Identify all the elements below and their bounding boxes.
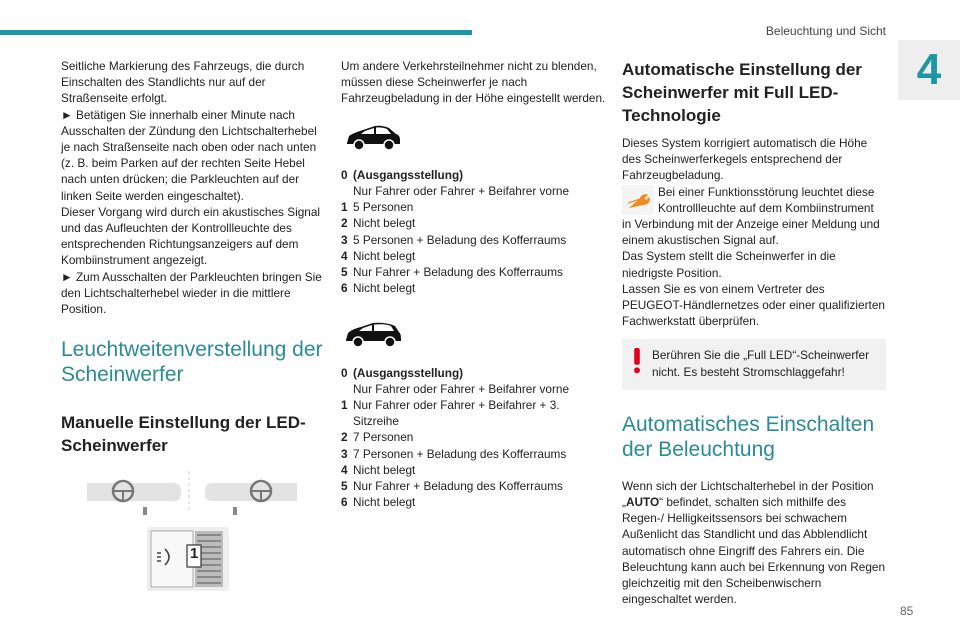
wrench-warning-icon — [622, 185, 654, 215]
paragraph: Dieser Vorgang wird durch ein akustisches Signal und das Aufleuchten der Kontrollleuchte des entsprechenden Richtungsanzeigers auf dem Kombiinstrument angezeigt. — [61, 204, 321, 268]
load-position-list — [341, 365, 606, 511]
exclamation-icon — [632, 348, 642, 374]
paragraph: Seitliche Markierung des Fahrzeugs, die durch Einschalten des Standlichts nur auf der Straßenseite erfolgt. — [61, 59, 305, 106]
section-title: Beleuchtung und Sicht — [765, 24, 886, 38]
paragraph: ► Zum Ausschalten der Parkleuchten bringen Sie den Lichtschalterhebel wieder in die mittlere Position. — [61, 269, 322, 317]
page-number: 85 — [900, 604, 914, 618]
list-item: 1 Nur Fahrer oder Fahrer + Beifahrer + 3. Sitzreihe — [341, 398, 560, 429]
paragraph: Das System stellt die Scheinwerfer in die niedrigste Position. — [622, 249, 836, 280]
paragraph: Wenn sich der Lichtschalterhebel in der Position „AUTO“ befindet, schalten sich mithilfe des Regen-/ Helligkeitssensors bei schwachem Außenlicht das Standlicht und das Abblendlicht automatisch ohne Eingriff des Fahrers ein. Die Beleuchtung kann auch bei Erkennung von Regen gleichzeitig mit den Scheibenwischern eingeschaltet werden. — [622, 478, 886, 607]
chapter-tab: 4 — [898, 40, 960, 100]
list-item: Nur Fahrer oder Fahrer + Beifahrer vorne — [353, 184, 570, 199]
column-2 — [341, 58, 606, 510]
paragraph: Lassen Sie es von einem Vertreter des PEUGEOT-Händlernetzes oder einer qualifizierten Fachwerkstatt überprüfen. — [622, 281, 885, 329]
steering-wheel-icon — [61, 471, 323, 601]
subsection-heading: Manuelle Einstellung der LED-Scheinwerfer — [61, 413, 306, 456]
control-digit: 1 — [190, 545, 199, 563]
load-position-list — [341, 167, 606, 297]
section-heading: Automatisches Einschalten der Beleuchtung — [622, 412, 875, 461]
paragraph: Bei einer Funktionsstörung leuchtet diese Kontrollleuchte auf dem Kombiinstrument in Verbindung mit der Anzeige einer Meldung und einem akustischen Signal auf. — [622, 184, 880, 248]
paragraph: Dieses System korrigiert automatisch die Höhe des Scheinwerferkegels entsprechend der Fahrzeugbeladung. — [622, 136, 868, 183]
list-item: 3 5 Personen + Beladung des Kofferraums — [341, 232, 567, 247]
headlamp-control-figure — [61, 471, 323, 601]
list-item: 0 (Ausgangsstellung) — [341, 365, 464, 380]
list-item: 4 Nicht belegt — [341, 248, 416, 263]
column-3 — [622, 58, 886, 607]
warning-box — [622, 339, 886, 389]
warning-text: Berühren Sie die „Full LED“-Scheinwerfer nicht. Es besteht Stromschlaggefahr! — [652, 348, 870, 379]
list-item: 3 7 Personen + Beladung des Kofferraums — [341, 446, 567, 461]
paragraph: ► Betätigen Sie innerhalb einer Minute nach Ausschalten der Zündung den Lichtschalterhebel je nach Straßenseite nach oben oder nach unten (z. B. beim Parken auf der rechten Seite Hebel nach unten drücken; die Parkleuchten auf der linken Seite werden eingeschaltet). — [61, 107, 317, 203]
car-silhouette-icon — [343, 318, 403, 350]
list-item: 6 Nicht belegt — [341, 281, 416, 296]
header-accent-bar — [0, 30, 472, 35]
list-item: 6 Nicht belegt — [341, 495, 416, 510]
section-heading: Leuchtweitenverstellung der Scheinwerfer — [61, 338, 323, 387]
list-item: 5 Nur Fahrer + Beladung des Kofferraums — [341, 265, 563, 280]
paragraph: Um andere Verkehrsteilnehmer nicht zu blenden, müssen diese Scheinwerfer je nach Fahrzeugbeladung in der Höhe eingestellt werden. — [341, 59, 606, 106]
column-1 — [61, 58, 323, 601]
list-item: 2 7 Personen — [341, 430, 414, 445]
car-silhouette-icon — [343, 121, 403, 153]
subsection-heading: Automatische Einstellung der Scheinwerfer mit Full LED-Technologie — [622, 60, 862, 125]
list-item: 1 5 Personen — [341, 200, 414, 215]
list-item: 2 Nicht belegt — [341, 216, 416, 231]
list-item: 5 Nur Fahrer + Beladung des Kofferraums — [341, 479, 563, 494]
list-item: Nur Fahrer oder Fahrer + Beifahrer vorne — [353, 381, 570, 396]
list-item: 0 (Ausgangsstellung) — [341, 167, 464, 182]
list-item: 4 Nicht belegt — [341, 462, 416, 477]
